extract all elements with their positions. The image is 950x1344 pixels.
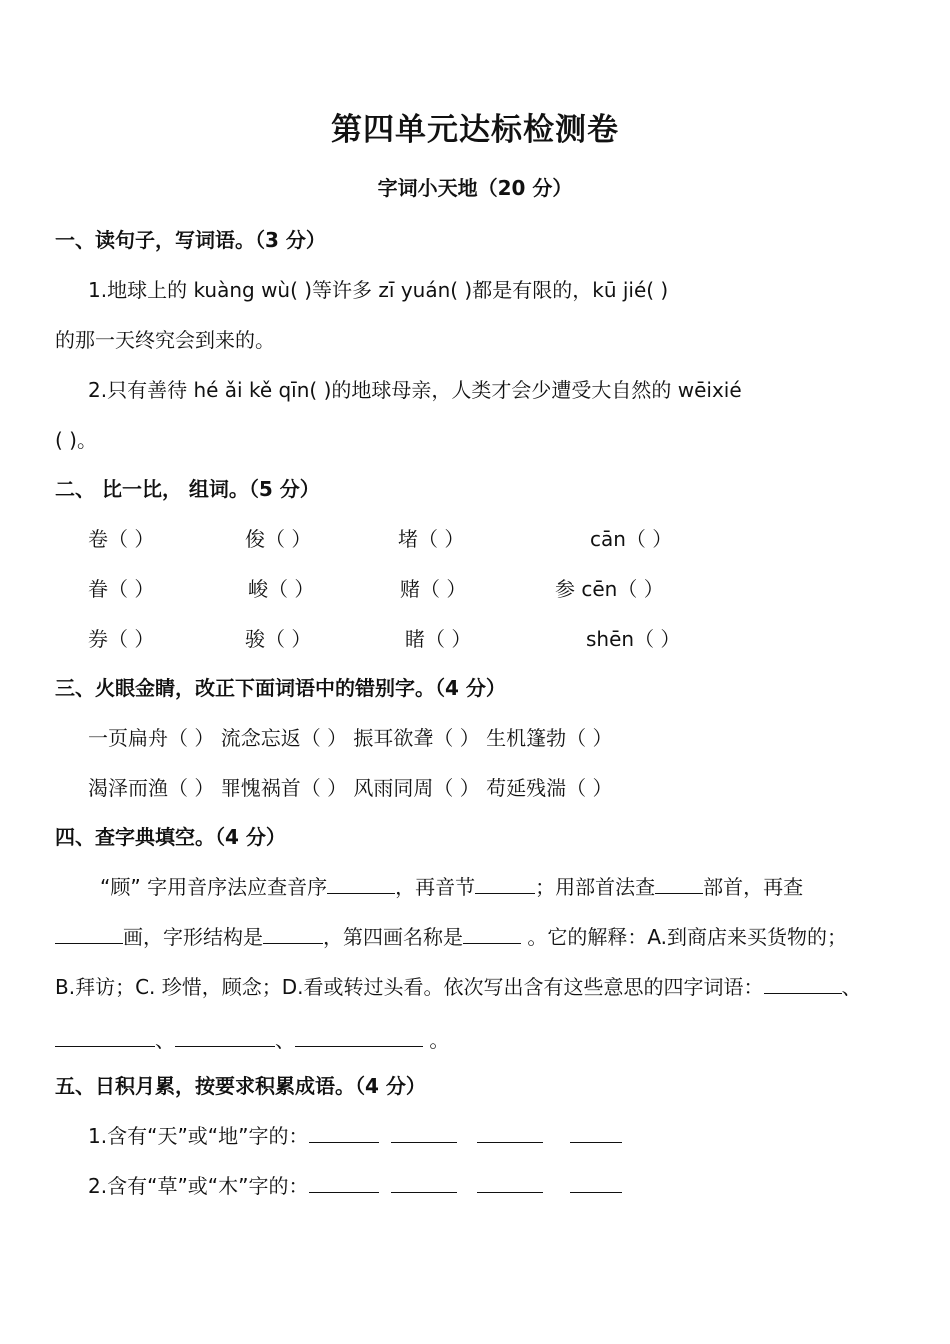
answer-blank[interactable] — [764, 975, 842, 994]
s4-text: ，再音节 — [395, 875, 476, 899]
s4-end: 。 — [423, 1028, 450, 1052]
answer-blank[interactable] — [327, 875, 395, 894]
answer-blank[interactable] — [477, 1174, 543, 1193]
answer-blank[interactable] — [295, 1028, 423, 1047]
s4-text: B.拜访；C. 珍惜，顾念；D.看或转过头看。依次写出含有这些意思的四字词语： — [55, 975, 764, 999]
compare-cell: 券（ ） — [88, 627, 155, 651]
s4-para-line1 — [100, 871, 803, 900]
compare-cell: 睹（ ） — [405, 627, 472, 651]
compare-cell: 峻（ ） — [248, 577, 315, 601]
answer-blank[interactable] — [477, 1124, 543, 1143]
section-2-heading: 二、 比一比， 组词。（5 分） — [55, 477, 320, 501]
s4-text: 、 — [841, 975, 862, 999]
answer-blank[interactable] — [391, 1174, 457, 1193]
compare-cell: 俊（ ） — [245, 527, 312, 551]
compare-cell: 堵（ ） — [398, 527, 465, 551]
answer-blank[interactable] — [391, 1124, 457, 1143]
s4-para-line3 — [55, 971, 862, 1000]
section-5-heading: 五、日积月累，按要求积累成语。（4 分） — [55, 1074, 426, 1098]
compare-cell: 眷（ ） — [88, 577, 155, 601]
s3-row2: 渴泽而渔（ ） 罪愧祸首（ ） 风雨同周（ ） 苟延残湍（ ） — [88, 776, 613, 800]
compare-cell: 参 cēn（ ） — [555, 577, 664, 601]
compare-cell: cān（ ） — [590, 527, 673, 551]
compare-cell: shēn（ ） — [586, 627, 681, 651]
answer-blank[interactable] — [570, 1174, 622, 1193]
s5-q2-label: 2.含有“草”或“木”字的： — [88, 1174, 309, 1198]
compare-cell: 骏（ ） — [245, 627, 312, 651]
answer-blank[interactable] — [475, 875, 535, 894]
s1-q2-line1: 2.只有善待 hé ǎi kě qīn( )的地球母亲，人类才会少遭受大自然的 wēixié — [88, 378, 742, 402]
s4-text: ，第四画名称是 — [323, 925, 463, 949]
s5-q1-label: 1.含有“天”或“地”字的： — [88, 1124, 309, 1148]
answer-blank[interactable] — [309, 1174, 379, 1193]
s4-text: 部首，再查 — [703, 875, 804, 899]
s1-q1-line2: 的那一天终究会到来的。 — [55, 328, 275, 352]
answer-blank[interactable] — [263, 925, 323, 944]
answer-blank[interactable] — [570, 1124, 622, 1143]
s4-text: 画，字形结构是 — [123, 925, 263, 949]
page-subtitle: 字词小天地（20 分） — [377, 176, 573, 200]
s4-text: 。它的解释：A.到商店来买货物的； — [521, 925, 848, 949]
s3-row1: 一页扁舟（ ） 流念忘返（ ） 振耳欲聋（ ） 生机篷勃（ ） — [88, 726, 613, 750]
s1-q1-line1: 1.地球上的 kuàng wù( )等许多 zī yuán( )都是有限的，kū jié( ) — [88, 278, 669, 302]
s4-text: ；用部首法查 — [535, 875, 656, 899]
section-4-heading: 四、查字典填空。（4 分） — [55, 825, 286, 849]
s4-para-line4 — [55, 1024, 449, 1053]
s5-q2 — [88, 1170, 622, 1199]
answer-blank[interactable] — [309, 1124, 379, 1143]
compare-cell: 赌（ ） — [400, 577, 467, 601]
s4-text: “顾” 字用音序法应查音序 — [100, 875, 328, 899]
section-1-heading: 一、读句子，写词语。（3 分） — [55, 228, 326, 252]
page-title: 第四单元达标检测卷 — [331, 112, 619, 148]
s4-sep: 、 — [275, 1028, 295, 1052]
s4-para-line2 — [55, 921, 847, 950]
answer-blank[interactable] — [55, 925, 123, 944]
answer-blank[interactable] — [55, 1028, 155, 1047]
section-3-heading: 三、火眼金睛，改正下面词语中的错别字。（4 分） — [55, 676, 506, 700]
s1-q2-line2: ( )。 — [55, 428, 97, 452]
s5-q1 — [88, 1120, 622, 1149]
answer-blank[interactable] — [655, 875, 703, 894]
s4-sep: 、 — [155, 1028, 175, 1052]
compare-cell: 卷（ ） — [88, 527, 155, 551]
answer-blank[interactable] — [175, 1028, 275, 1047]
answer-blank[interactable] — [463, 925, 521, 944]
